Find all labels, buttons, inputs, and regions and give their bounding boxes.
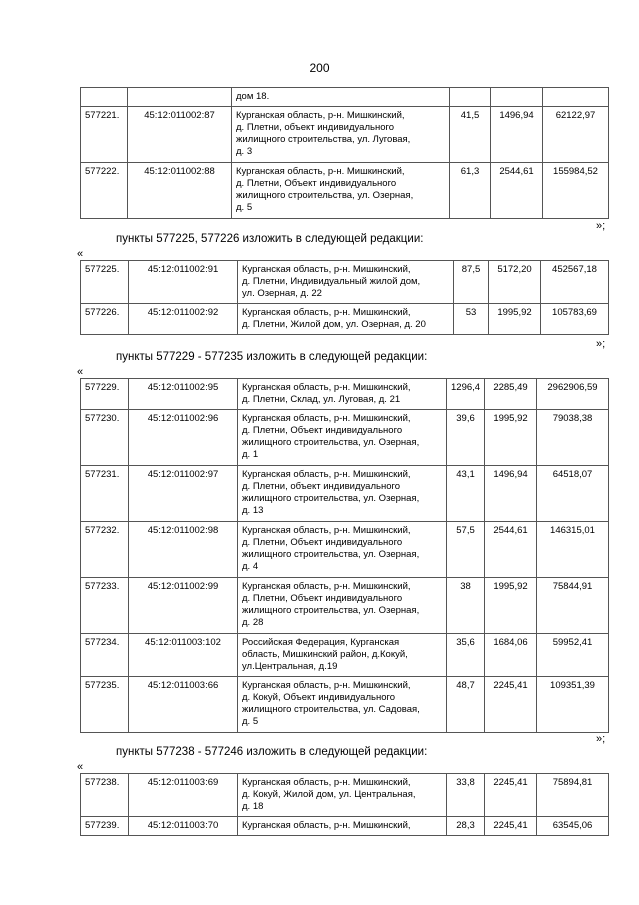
table-row [81, 379, 609, 410]
cell-value: 59952,41 [537, 634, 609, 677]
table-row [81, 578, 609, 634]
cell-address: Курганская область, р-н. Мишкинский, д. Плетни, объект индивидуального жилищного строительства, ул. Озерная, д. 13 [238, 466, 447, 522]
cell-area: 57,5 [447, 522, 485, 578]
cell-number [81, 88, 128, 107]
cell-address: Курганская область, р-н. Мишкинский, д. Плетни, Объект индивидуального жилищного строительства, ул. Озерная, д. 28 [238, 578, 447, 634]
table-row [81, 522, 609, 578]
cell-rate: 1496,94 [491, 107, 543, 163]
cell-number: 577225. [81, 261, 129, 304]
opening-quote: « [77, 366, 84, 378]
cell-rate: 1684,06 [485, 634, 537, 677]
table-row [81, 634, 609, 677]
page-number: 200 [309, 61, 330, 75]
cell-value: 63545,06 [537, 817, 609, 836]
amendment-paragraph: пункты 577229 - 577235 изложить в следующей редакции: [116, 351, 428, 363]
cell-area: 1296,4 [447, 379, 485, 410]
cell-cadastral [128, 88, 232, 107]
table-row [81, 261, 609, 304]
cell-address: Курганская область, р-н. Мишкинский, д. Плетни, Индивидуальный жилой дом, ул. Озерная, д. 22 [238, 261, 454, 304]
cell-value: 452567,18 [541, 261, 609, 304]
cell-number: 577222. [81, 163, 128, 219]
table-row [81, 410, 609, 466]
cell-area: 43,1 [447, 466, 485, 522]
cell-value [543, 88, 609, 107]
closing-quote: »; [596, 733, 606, 745]
cell-rate: 1995,92 [489, 304, 541, 335]
cell-cadastral: 45:12:011003:102 [129, 634, 238, 677]
cell-value: 146315,01 [537, 522, 609, 578]
cell-address: Курганская область, р-н. Мишкинский, д. Кокуй, Жилой дом, ул. Центральная, д. 18 [238, 774, 447, 817]
cell-number: 577239. [81, 817, 129, 836]
cell-value: 75894,81 [537, 774, 609, 817]
cell-rate: 2245,41 [485, 817, 537, 836]
cell-area: 41,5 [450, 107, 491, 163]
closing-quote: »; [596, 220, 606, 232]
cell-number: 577229. [81, 379, 129, 410]
cell-cadastral: 45:12:011002:87 [128, 107, 232, 163]
property-table-2 [80, 260, 609, 335]
cell-address: дом 18. [232, 88, 450, 107]
opening-quote: « [77, 248, 84, 260]
cell-rate: 2285,49 [485, 379, 537, 410]
closing-quote: »; [596, 338, 606, 350]
cell-value: 64518,07 [537, 466, 609, 522]
cell-number: 577226. [81, 304, 129, 335]
cell-value: 75844,91 [537, 578, 609, 634]
cell-rate: 1995,92 [485, 578, 537, 634]
table-row [81, 107, 609, 163]
cell-cadastral: 45:12:011003:70 [129, 817, 238, 836]
cell-cadastral: 45:12:011003:66 [129, 677, 238, 733]
table-row [81, 163, 609, 219]
cell-rate: 2245,41 [485, 677, 537, 733]
table-row [81, 88, 609, 107]
table-row [81, 817, 609, 836]
cell-address: Курганская область, р-н. Мишкинский, д. Плетни, Склад, ул. Луговая, д. 21 [238, 379, 447, 410]
amendment-paragraph: пункты 577238 - 577246 изложить в следующей редакции: [116, 746, 428, 758]
cell-rate [491, 88, 543, 107]
cell-cadastral: 45:12:011002:97 [129, 466, 238, 522]
cell-address: Курганская область, р-н. Мишкинский, д. Плетни, объект индивидуального жилищного строительства, ул. Луговая, д. 3 [232, 107, 450, 163]
cell-number: 577231. [81, 466, 129, 522]
cell-cadastral: 45:12:011003:69 [129, 774, 238, 817]
cell-area: 53 [454, 304, 489, 335]
cell-rate: 1496,94 [485, 466, 537, 522]
amendment-paragraph: пункты 577225, 577226 изложить в следующей редакции: [116, 233, 424, 245]
cell-cadastral: 45:12:011002:88 [128, 163, 232, 219]
cell-address: Курганская область, р-н. Мишкинский, д. Кокуй, Объект индивидуального жилищного строительства, ул. Садовая, д. 5 [238, 677, 447, 733]
cell-number: 577238. [81, 774, 129, 817]
cell-cadastral: 45:12:011002:98 [129, 522, 238, 578]
table-row [81, 774, 609, 817]
cell-value: 105783,69 [541, 304, 609, 335]
cell-number: 577230. [81, 410, 129, 466]
opening-quote: « [77, 761, 84, 773]
table-row [81, 304, 609, 335]
cell-cadastral: 45:12:011002:99 [129, 578, 238, 634]
cell-area: 35,6 [447, 634, 485, 677]
cell-number: 577233. [81, 578, 129, 634]
cell-cadastral: 45:12:011002:96 [129, 410, 238, 466]
cell-area [450, 88, 491, 107]
cell-value: 2962906,59 [537, 379, 609, 410]
cell-rate: 2544,61 [485, 522, 537, 578]
cell-rate: 5172,20 [489, 261, 541, 304]
cell-value: 109351,39 [537, 677, 609, 733]
cell-cadastral: 45:12:011002:92 [129, 304, 238, 335]
cell-area: 39,6 [447, 410, 485, 466]
cell-area: 28,3 [447, 817, 485, 836]
cell-value: 79038,38 [537, 410, 609, 466]
cell-area: 61,3 [450, 163, 491, 219]
cell-rate: 2544,61 [491, 163, 543, 219]
table-row [81, 677, 609, 733]
property-table-3 [80, 378, 609, 733]
property-table-4 [80, 773, 609, 836]
cell-address: Курганская область, р-н. Мишкинский, д. Плетни, Жилой дом, ул. Озерная, д. 20 [238, 304, 454, 335]
cell-address: Российская Федерация, Курганская область, Мишкинский район, д.Кокуй, ул.Центральная, д.19 [238, 634, 447, 677]
cell-value: 155984,52 [543, 163, 609, 219]
cell-area: 48,7 [447, 677, 485, 733]
cell-number: 577232. [81, 522, 129, 578]
cell-cadastral: 45:12:011002:95 [129, 379, 238, 410]
cell-address: Курганская область, р-н. Мишкинский, д. Плетни, Объект индивидуального жилищного строительства, ул. Озерная, д. 4 [238, 522, 447, 578]
cell-cadastral: 45:12:011002:91 [129, 261, 238, 304]
cell-area: 87,5 [454, 261, 489, 304]
cell-value: 62122,97 [543, 107, 609, 163]
cell-rate: 2245,41 [485, 774, 537, 817]
cell-address: Курганская область, р-н. Мишкинский, д. Плетни, Объект индивидуального жилищного строительства, ул. Озерная, д. 1 [238, 410, 447, 466]
cell-area: 33,8 [447, 774, 485, 817]
property-table-1 [80, 87, 609, 219]
cell-area: 38 [447, 578, 485, 634]
cell-number: 577221. [81, 107, 128, 163]
cell-number: 577235. [81, 677, 129, 733]
table-row [81, 466, 609, 522]
cell-address: Курганская область, р-н. Мишкинский, д. Плетни, Объект индивидуального жилищного строительства, ул. Озерная, д. 5 [232, 163, 450, 219]
cell-address: Курганская область, р-н. Мишкинский, [238, 817, 447, 836]
cell-rate: 1995,92 [485, 410, 537, 466]
cell-number: 577234. [81, 634, 129, 677]
